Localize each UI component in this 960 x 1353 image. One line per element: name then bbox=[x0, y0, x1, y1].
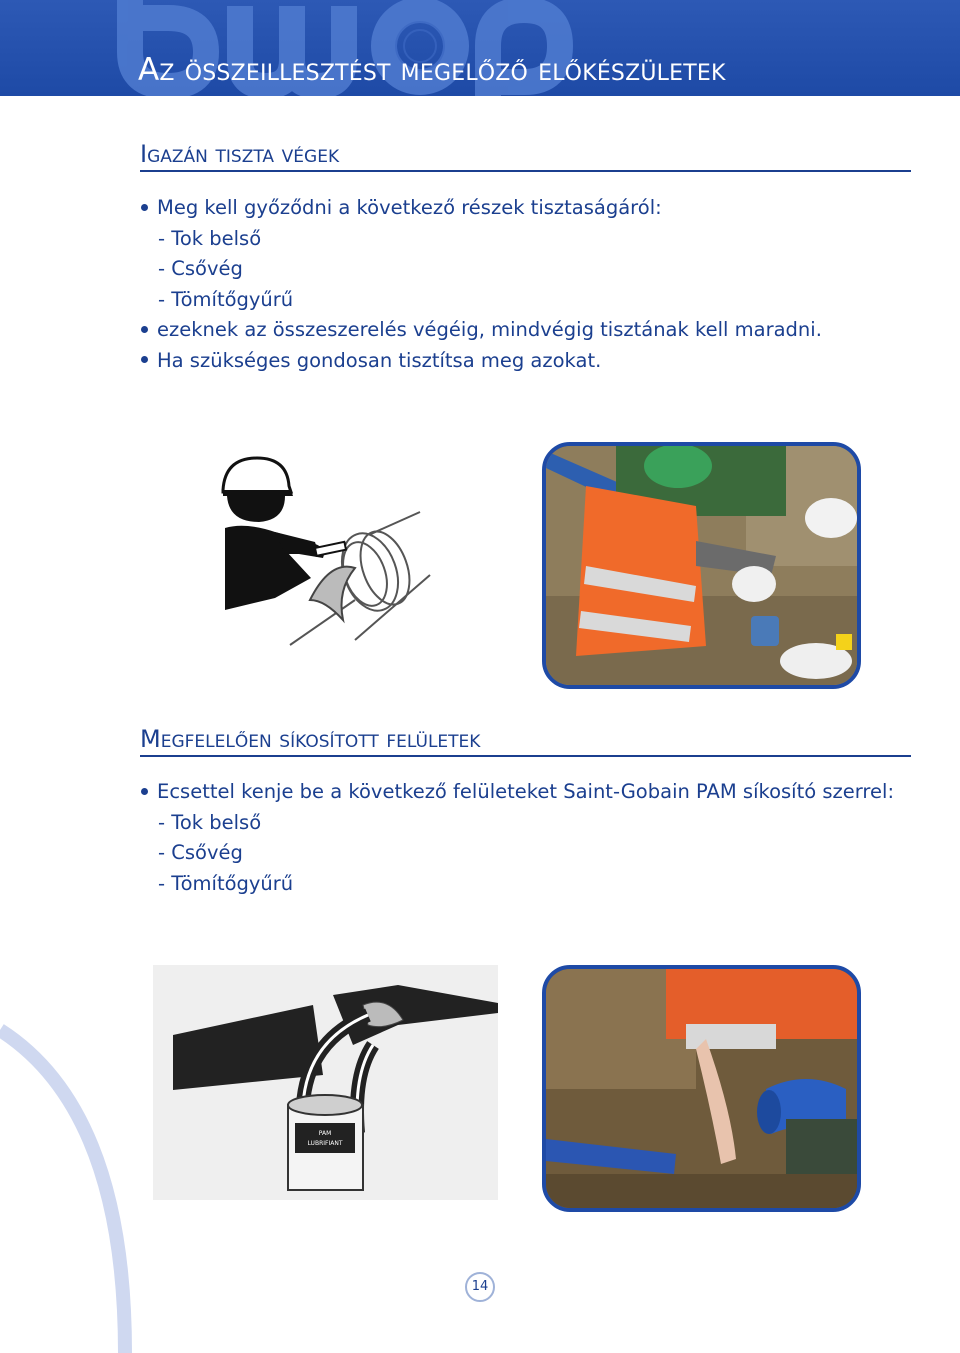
header-band bbox=[0, 0, 960, 96]
section-divider bbox=[140, 755, 911, 757]
sub-list-item: - Csővég bbox=[158, 257, 243, 280]
list-item: Meg kell győződni a következő részek tisztaságáról: bbox=[140, 193, 822, 224]
sub-list-item: - Tok belső bbox=[158, 810, 262, 834]
section2-body bbox=[140, 777, 894, 899]
sub-list-item: - Tömítőgyűrű bbox=[158, 871, 294, 895]
cleaning-illustration bbox=[215, 450, 445, 650]
sub-list-item: - Tömítőgyűrű bbox=[158, 287, 294, 311]
sub-list-item: - Csővég bbox=[158, 841, 243, 864]
photo-cleaning-content bbox=[546, 446, 857, 685]
list-item: Ecsettel kenje be a következő felületeket Saint-Gobain PAM síkosító szerrel: bbox=[140, 777, 894, 808]
can-label-line1: PAM bbox=[318, 1130, 332, 1137]
decorative-arc bbox=[0, 1020, 140, 1353]
lubrication-illustration bbox=[153, 965, 498, 1200]
list-item: ezeknek az összeszerelés végéig, mindvégig tisztának kell maradni. bbox=[140, 315, 822, 346]
photo-lubricating-pipe bbox=[542, 965, 861, 1212]
sub-list-item: - Tok belső bbox=[158, 226, 262, 250]
bullet-icon bbox=[141, 326, 148, 333]
can-label-line2: LUBRIFIANT bbox=[307, 1140, 343, 1147]
list-item: Ha szükséges gondosan tisztítsa meg azokat. bbox=[140, 346, 822, 377]
bullet-icon bbox=[141, 788, 148, 795]
page-number: 14 bbox=[465, 1272, 495, 1302]
section1-body bbox=[140, 193, 822, 376]
photo-cleaning-pipe bbox=[542, 442, 861, 689]
section-title-lubricated-surfaces: Megfelelően síkosított felületek bbox=[140, 725, 481, 753]
can-label bbox=[295, 1123, 355, 1153]
section-title-clean-ends: Igazán tiszta végek bbox=[140, 140, 340, 168]
bullet-icon bbox=[141, 204, 148, 211]
section-divider bbox=[140, 170, 911, 172]
photo-lubricating-content bbox=[546, 969, 857, 1208]
page-title: Az összeillesztést megelőző előkészületek bbox=[138, 52, 726, 88]
bullet-icon bbox=[141, 356, 148, 363]
